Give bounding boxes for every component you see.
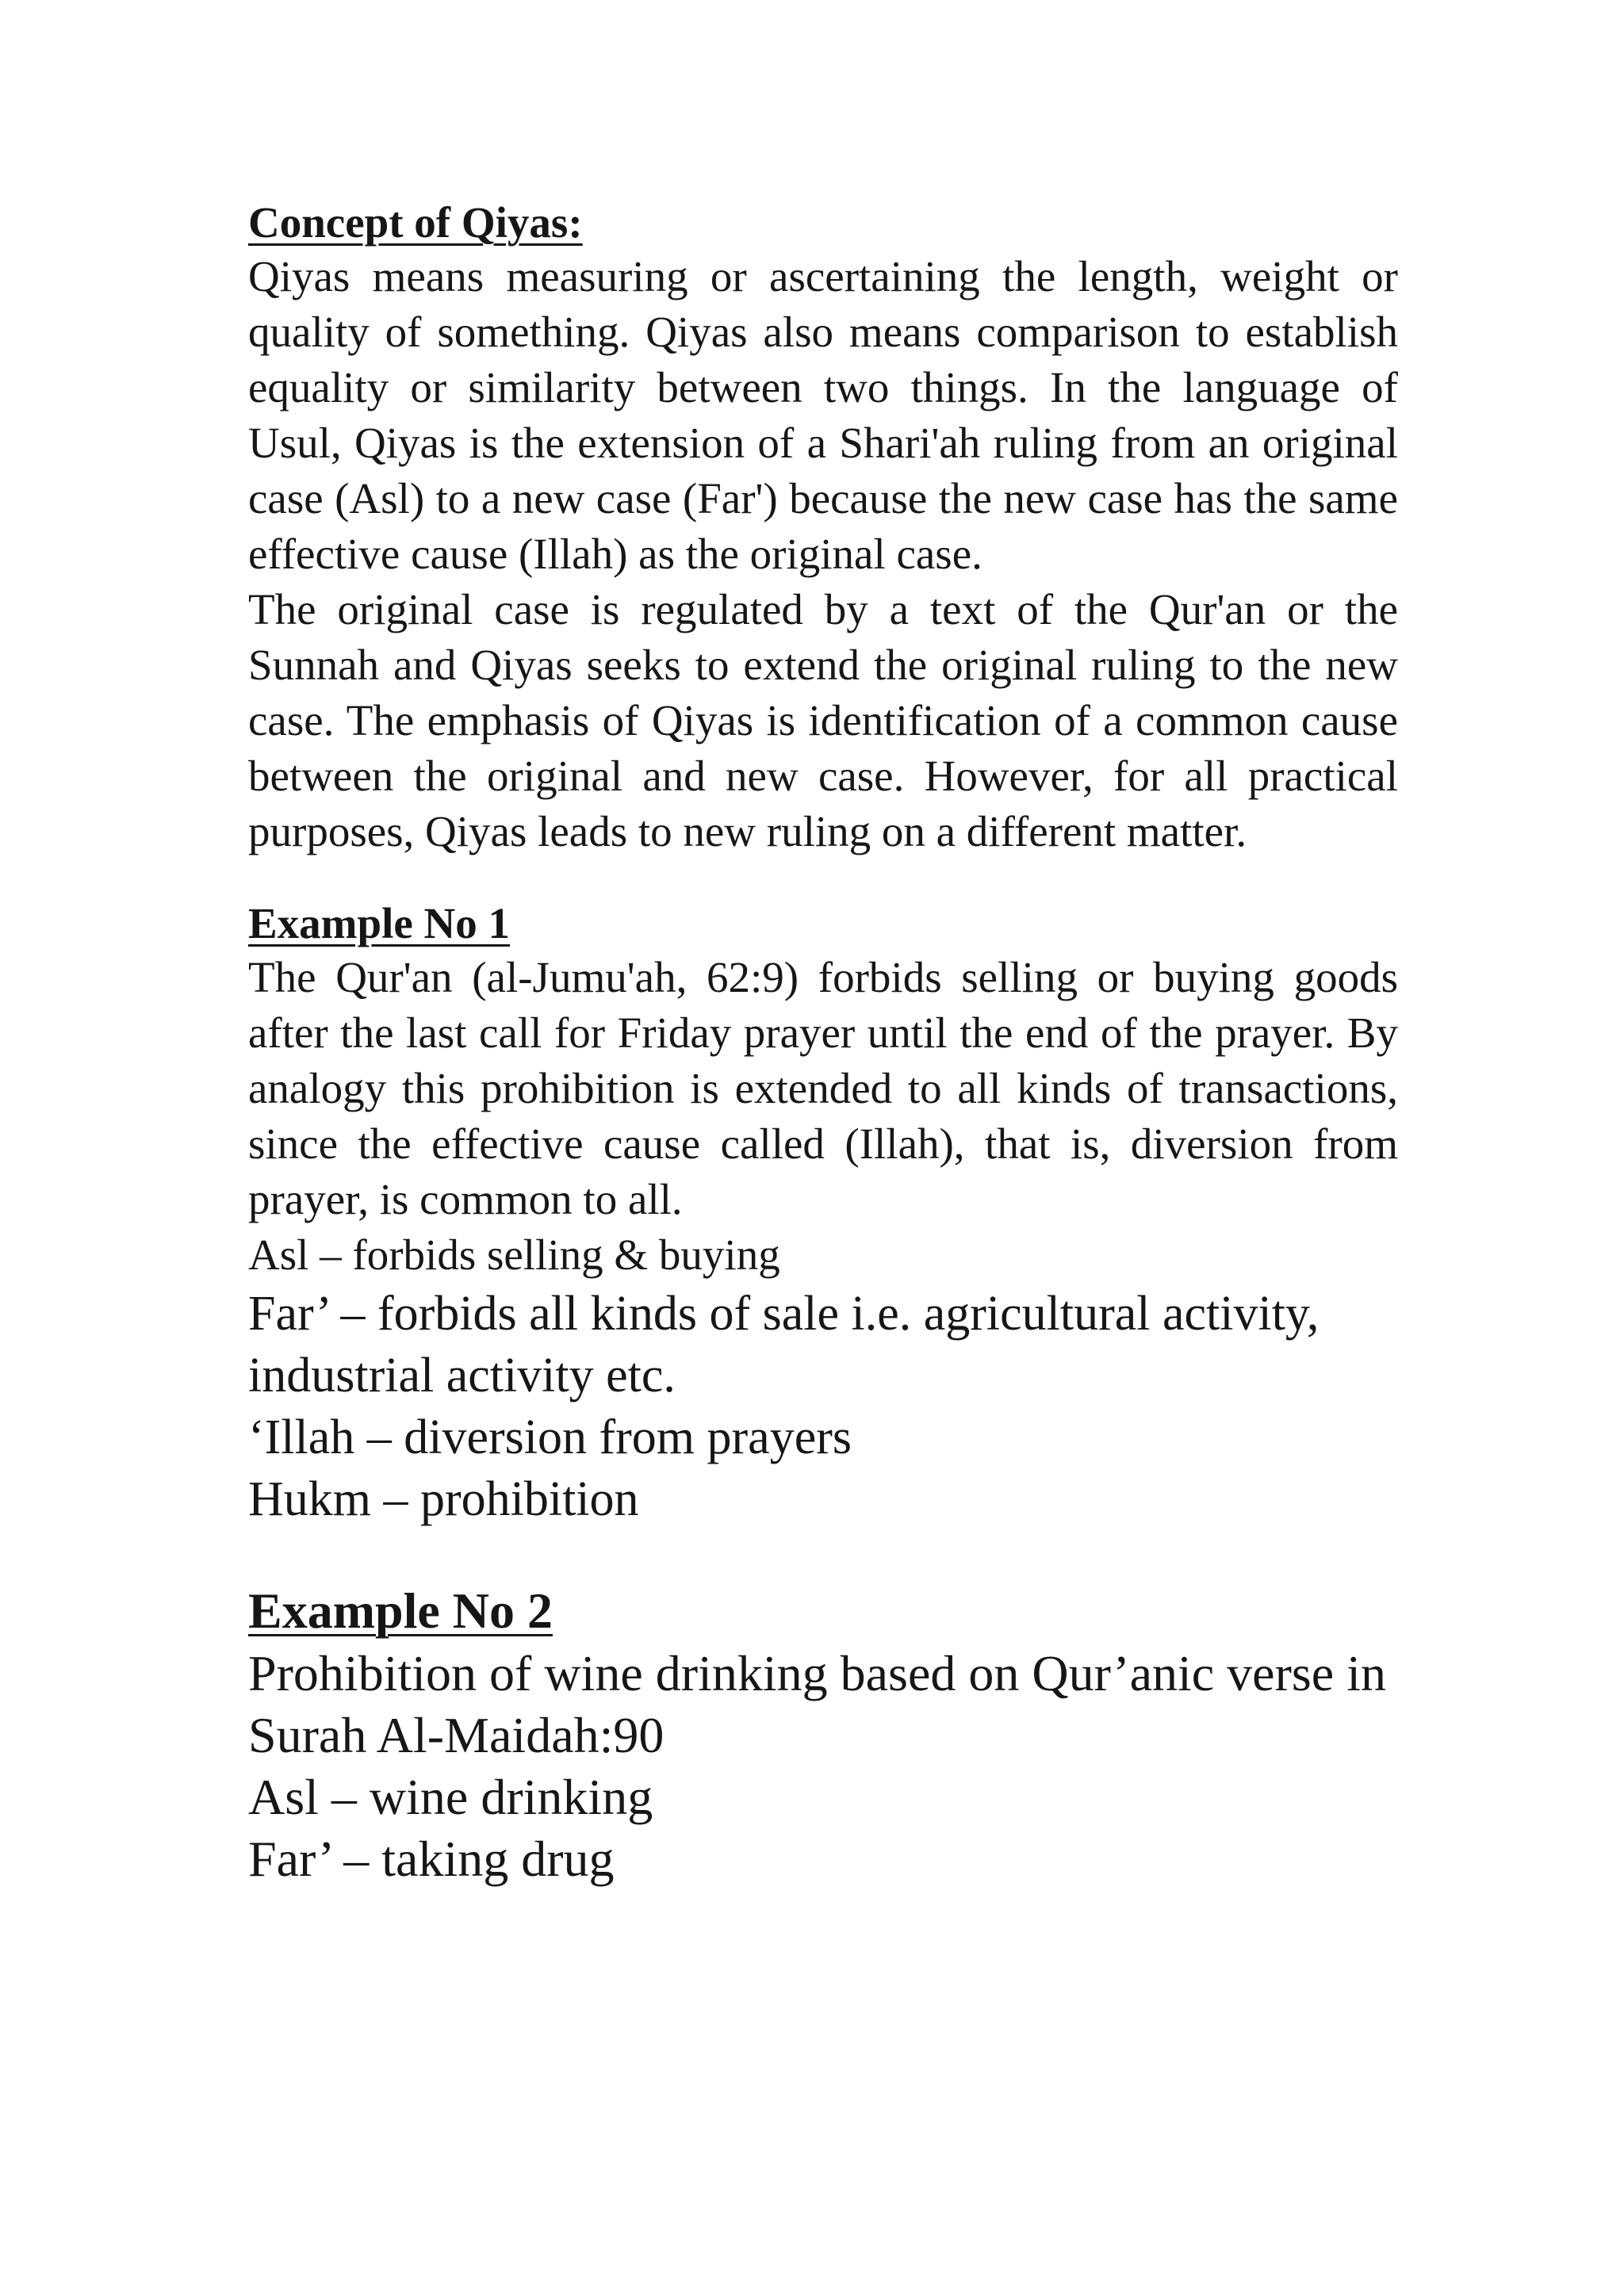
example-1-asl: Asl – forbids selling & buying <box>248 1230 780 1279</box>
spacer <box>248 1530 1398 1579</box>
section-heading-concept: Concept of Qiyas: <box>248 198 583 247</box>
paragraph-concept-definition: Qiyas means measuring or ascertaining the length, weight or quality of something. Qiyas also means comparison to establish equality or similarity between two things. In the language of Usul, Qiyas is the extension of a Shari'ah ruling from an original case (Asl) to a new case (Far') because the new case has the same effective cause (Illah) as the original case. <box>248 252 1398 578</box>
paragraph-example-1: The Qur'an (al-Jumu'ah, 62:9) forbids selling or buying goods after the last call for Friday prayer until the end of the prayer. By analogy this prohibition is extended to all kinds of transactions, since the effective cause called (Illah), that is, diversion from prayer, is common to all. <box>248 953 1398 1223</box>
example-1-far: Far’ – forbids all kinds of sale i.e. agricultural activity, industrial activity etc. <box>248 1287 1320 1402</box>
spacer <box>248 859 1398 897</box>
paragraph-concept-original-case: The original case is regulated by a text of the Qur'an or the Sunnah and Qiyas seeks to extend the original ruling to the new case. The emphasis of Qiyas is identification of a common cause between the original and new case. However, for all practical purposes, Qiyas leads to new ruling on a different matter. <box>248 585 1398 855</box>
paragraph-example-2: Prohibition of wine drinking based on Qur’anic verse in Surah Al-Maidah:90 <box>248 1645 1386 1763</box>
example-2-far: Far’ – taking drug <box>248 1831 615 1887</box>
example-2-asl: Asl – wine drinking <box>248 1769 653 1825</box>
example-1-hukm: Hukm – prohibition <box>248 1472 639 1526</box>
document-content <box>248 197 1398 1890</box>
section-heading-example-2: Example No 2 <box>248 1582 553 1639</box>
section-heading-example-1: Example No 1 <box>248 899 510 947</box>
example-1-illah: ‘Illah – diversion from prayers <box>248 1410 852 1464</box>
